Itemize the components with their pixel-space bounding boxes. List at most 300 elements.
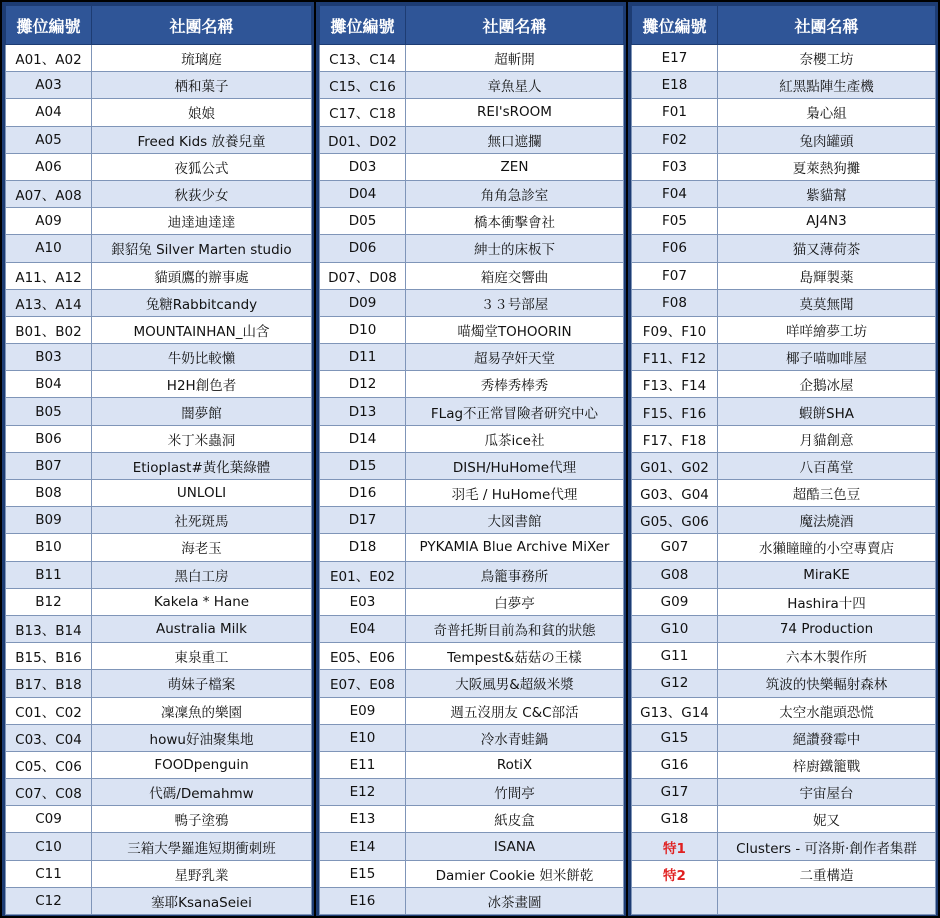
booth-number: E11: [320, 751, 406, 778]
booth-number: B10: [6, 534, 92, 561]
club-name: 竹間亭: [406, 779, 624, 806]
column-panel-1: [2, 2, 314, 916]
booth-number: F02: [632, 126, 718, 153]
table-row: [320, 289, 624, 316]
table-row: [320, 887, 624, 914]
booth-number: B04: [6, 371, 92, 398]
table-row: [632, 235, 936, 262]
booth-number: A07、A08: [6, 180, 92, 207]
club-name: 八百萬堂: [718, 452, 936, 479]
table-row: [320, 45, 624, 72]
booth-number: D07、D08: [320, 262, 406, 289]
club-name: 筑波的快樂輻射森林: [718, 670, 936, 697]
table-row: [632, 480, 936, 507]
table-row: [320, 507, 624, 534]
booth-table: [319, 5, 624, 915]
table-row: [632, 643, 936, 670]
table-row: [6, 615, 312, 642]
club-name: MiraKE: [718, 561, 936, 588]
booth-number: G07: [632, 534, 718, 561]
table-row: [320, 697, 624, 724]
booth-table: [5, 5, 312, 915]
booth-number: B12: [6, 588, 92, 615]
club-name: Kakela * Hane: [92, 588, 312, 615]
table-row: [6, 153, 312, 180]
club-name: 栖和菓子: [92, 72, 312, 99]
table-row: [320, 99, 624, 126]
booth-number: E12: [320, 779, 406, 806]
table-row: [320, 561, 624, 588]
club-name: 太空水龍頭恐慌: [718, 697, 936, 724]
table-row: [6, 670, 312, 697]
table-row: [6, 561, 312, 588]
club-name: 島輝製薬: [718, 262, 936, 289]
booth-number: B08: [6, 480, 92, 507]
booth-number: C05、C06: [6, 751, 92, 778]
club-name: 紳士的床板下: [406, 235, 624, 262]
table-row: [632, 697, 936, 724]
booth-number: E15: [320, 860, 406, 887]
booth-number: C17、C18: [320, 99, 406, 126]
club-name: ３３号部屋: [406, 289, 624, 316]
booth-number: E01、E02: [320, 561, 406, 588]
table-row: [632, 180, 936, 207]
booth-number: G08: [632, 561, 718, 588]
club-name: 大図書館: [406, 507, 624, 534]
booth-number: D05: [320, 208, 406, 235]
club-name: 梓廚鐵籠戰: [718, 751, 936, 778]
club-name: 娘娘: [92, 99, 312, 126]
club-name: 六本木製作所: [718, 643, 936, 670]
booth-number: F01: [632, 99, 718, 126]
club-name: 冰茶畫圖: [406, 887, 624, 914]
booth-number: C01、C02: [6, 697, 92, 724]
club-name: 代碼/Demahmw: [92, 779, 312, 806]
table-row: [6, 887, 312, 914]
booth-number: C13、C14: [320, 45, 406, 72]
table-row: [320, 316, 624, 343]
club-name: 紙皮盒: [406, 806, 624, 833]
table-row: [320, 588, 624, 615]
booth-number: 特1: [632, 833, 718, 860]
booth-number: A11、A12: [6, 262, 92, 289]
table-row: [6, 235, 312, 262]
table-row: [6, 833, 312, 860]
club-name: ISANA: [406, 833, 624, 860]
club-name: 猫又薄荷茶: [718, 235, 936, 262]
booth-number: C10: [6, 833, 92, 860]
club-name: 奈櫻工坊: [718, 45, 936, 72]
club-name: 週五沒朋友 C&C部活: [406, 697, 624, 724]
booth-number: D17: [320, 507, 406, 534]
table-row: [632, 153, 936, 180]
booth-number: C12: [6, 887, 92, 914]
booth-number: E17: [632, 45, 718, 72]
club-name: 無口遮攔: [406, 126, 624, 153]
table-row: [632, 751, 936, 778]
club-header: 社團名稱: [718, 6, 936, 45]
club-name: Etioplast#黃化葉綠體: [92, 452, 312, 479]
table-row: [6, 99, 312, 126]
booth-header: 攤位編號: [6, 6, 92, 45]
club-name: 章魚星人: [406, 72, 624, 99]
table-row: [6, 751, 312, 778]
table-row: [6, 452, 312, 479]
booth-number: F15、F16: [632, 398, 718, 425]
table-row: [632, 126, 936, 153]
booth-number: F11、F12: [632, 344, 718, 371]
club-name: 喵燭堂TOHOORIN: [406, 316, 624, 343]
table-row: [320, 643, 624, 670]
club-name: RotiX: [406, 751, 624, 778]
booth-number: G05、G06: [632, 507, 718, 534]
booth-number: C11: [6, 860, 92, 887]
booth-number: B09: [6, 507, 92, 534]
club-name: 塞耶KsanaSeiei: [92, 887, 312, 914]
booth-number: E04: [320, 615, 406, 642]
club-name: Damier Cookie 妲米餅乾: [406, 860, 624, 887]
club-name: 蝦餅SHA: [718, 398, 936, 425]
club-name: 海老玉: [92, 534, 312, 561]
table-row: [632, 344, 936, 371]
booth-number: G18: [632, 806, 718, 833]
booth-number: D18: [320, 534, 406, 561]
table-row: [6, 344, 312, 371]
table-row: [6, 289, 312, 316]
booth-number: F06: [632, 235, 718, 262]
club-name: AJ4N3: [718, 208, 936, 235]
club-name: MOUNTAINHAN_山含: [92, 316, 312, 343]
table-row: [632, 371, 936, 398]
table-row: [6, 208, 312, 235]
booth-number: D06: [320, 235, 406, 262]
booth-number: G17: [632, 779, 718, 806]
table-row: [6, 45, 312, 72]
table-row: [320, 779, 624, 806]
table-row: [320, 126, 624, 153]
column-panel-2: [316, 2, 626, 916]
table-row: [320, 425, 624, 452]
club-name: 梟心組: [718, 99, 936, 126]
club-name: howu好油聚集地: [92, 724, 312, 751]
club-name: 鴨子塗鴉: [92, 806, 312, 833]
booth-number: G16: [632, 751, 718, 778]
table-row: [632, 452, 936, 479]
table-row: [6, 779, 312, 806]
booth-number: 特2: [632, 860, 718, 887]
club-name: Tempest&菇菇の王樣: [406, 643, 624, 670]
table-row: [320, 344, 624, 371]
booth-number: C03、C04: [6, 724, 92, 751]
table-row: [6, 534, 312, 561]
booth-number: B03: [6, 344, 92, 371]
table-row: [320, 452, 624, 479]
club-name: 紫貓幫: [718, 180, 936, 207]
table-row: [6, 72, 312, 99]
booth-number: D09: [320, 289, 406, 316]
club-name: 鳥籠事務所: [406, 561, 624, 588]
table-row: [6, 262, 312, 289]
booth-number: B15、B16: [6, 643, 92, 670]
table-row: [320, 371, 624, 398]
booth-number: E09: [320, 697, 406, 724]
booth-number: G09: [632, 588, 718, 615]
booth-number: B17、B18: [6, 670, 92, 697]
booth-number: G13、G14: [632, 697, 718, 724]
booth-number: A05: [6, 126, 92, 153]
table-row: [320, 208, 624, 235]
booth-number: E07、E08: [320, 670, 406, 697]
club-name: PYKAMIA Blue Archive MiXer: [406, 534, 624, 561]
club-name: 月貓創意: [718, 425, 936, 452]
club-name: 迪達迪達達: [92, 208, 312, 235]
booth-number: A04: [6, 99, 92, 126]
club-name: 大阪風男&超級米漿: [406, 670, 624, 697]
booth-number: D12: [320, 371, 406, 398]
table-row: [320, 72, 624, 99]
table-row: [632, 724, 936, 751]
booth-number: D10: [320, 316, 406, 343]
club-name: 宇宙屋台: [718, 779, 936, 806]
booth-number: E18: [632, 72, 718, 99]
club-name: 白夢亭: [406, 588, 624, 615]
table-row: [320, 806, 624, 833]
club-name: 米丁米蟲洞: [92, 425, 312, 452]
table-row: [320, 615, 624, 642]
table-row: [320, 153, 624, 180]
booth-number: B07: [6, 452, 92, 479]
table-row: [320, 534, 624, 561]
table-row: [6, 371, 312, 398]
table-row: [632, 507, 936, 534]
booth-number: A06: [6, 153, 92, 180]
booth-number: D16: [320, 480, 406, 507]
booth-number: [632, 887, 718, 914]
club-name: 超斬開: [406, 45, 624, 72]
club-name: 箱庭交響曲: [406, 262, 624, 289]
club-name: 椰子喵咖啡屋: [718, 344, 936, 371]
table-row: [320, 398, 624, 425]
table-row: [632, 99, 936, 126]
table-row: [632, 887, 936, 914]
header-row: [6, 6, 312, 45]
table-row: [320, 833, 624, 860]
table-row: [320, 860, 624, 887]
booth-number: D01、D02: [320, 126, 406, 153]
club-name: UNLOLI: [92, 480, 312, 507]
table-row: [632, 262, 936, 289]
booth-number: B06: [6, 425, 92, 452]
booth-number: D15: [320, 452, 406, 479]
table-row: [632, 779, 936, 806]
table-row: [6, 724, 312, 751]
club-name: 羽毛 / HuHome代理: [406, 480, 624, 507]
table-row: [632, 398, 936, 425]
booth-number: F05: [632, 208, 718, 235]
booth-number: G03、G04: [632, 480, 718, 507]
club-name: 奇普托斯目前為和貧的狀態: [406, 615, 624, 642]
club-name: REI'sROOM: [406, 99, 624, 126]
booth-number: F17、F18: [632, 425, 718, 452]
booth-number: F03: [632, 153, 718, 180]
club-name: 闇夢館: [92, 398, 312, 425]
table-row: [6, 316, 312, 343]
club-name: 秀棒秀棒秀: [406, 371, 624, 398]
club-name: 貓頭鷹的辦事處: [92, 262, 312, 289]
club-name: Freed Kids 放養兒童: [92, 126, 312, 153]
club-name: 兔肉罐頭: [718, 126, 936, 153]
table-row: [6, 480, 312, 507]
table-row: [632, 45, 936, 72]
table-row: [320, 670, 624, 697]
table-row: [632, 534, 936, 561]
booth-number: E05、E06: [320, 643, 406, 670]
booth-header: 攤位編號: [320, 6, 406, 45]
club-name: 三箱大學羅進短期衝刺班: [92, 833, 312, 860]
table-row: [632, 670, 936, 697]
booth-number: E14: [320, 833, 406, 860]
table-row: [6, 697, 312, 724]
booth-number: D14: [320, 425, 406, 452]
table-row: [320, 751, 624, 778]
booth-number: G10: [632, 615, 718, 642]
table-row: [6, 507, 312, 534]
table-row: [6, 126, 312, 153]
booth-number: E13: [320, 806, 406, 833]
club-name: 夏萊熱狗攤: [718, 153, 936, 180]
table-row: [320, 724, 624, 751]
club-name: 兔糖Rabbitcandy: [92, 289, 312, 316]
club-name: 超易孕奸天堂: [406, 344, 624, 371]
club-name: FOODpenguin: [92, 751, 312, 778]
booth-number: D13: [320, 398, 406, 425]
booth-table: [631, 5, 936, 915]
table-row: [320, 262, 624, 289]
booth-number: A03: [6, 72, 92, 99]
club-name: 凜凜魚的樂園: [92, 697, 312, 724]
club-name: ZEN: [406, 153, 624, 180]
table-row: [6, 180, 312, 207]
booth-number: F04: [632, 180, 718, 207]
booth-number: D11: [320, 344, 406, 371]
club-name: 咩咩繪夢工坊: [718, 316, 936, 343]
table-row: [632, 561, 936, 588]
club-header: 社團名稱: [406, 6, 624, 45]
table-row: [632, 316, 936, 343]
table-row: [320, 180, 624, 207]
club-name: 星野乳業: [92, 860, 312, 887]
table-row: [320, 480, 624, 507]
table-row: [632, 833, 936, 860]
club-name: 角角急診室: [406, 180, 624, 207]
club-name: 紅黑點陣生產機: [718, 72, 936, 99]
table-row: [632, 615, 936, 642]
table-row: [632, 588, 936, 615]
club-name: 魔法燒酒: [718, 507, 936, 534]
header-row: [632, 6, 936, 45]
club-name: 銀貂兔 Silver Marten studio: [92, 235, 312, 262]
booth-number: C09: [6, 806, 92, 833]
booth-number: A01、A02: [6, 45, 92, 72]
table-row: [632, 208, 936, 235]
club-name: 企鵝冰屋: [718, 371, 936, 398]
club-name: 萌妹子檔案: [92, 670, 312, 697]
booth-number: G11: [632, 643, 718, 670]
club-name: [718, 887, 936, 914]
table-row: [6, 860, 312, 887]
booth-number: E10: [320, 724, 406, 751]
booth-number: B05: [6, 398, 92, 425]
table-row: [632, 806, 936, 833]
table-row: [320, 235, 624, 262]
club-name: DISH/HuHome代理: [406, 452, 624, 479]
booth-number: C15、C16: [320, 72, 406, 99]
booth-number: B01、B02: [6, 316, 92, 343]
club-name: 二重構造: [718, 860, 936, 887]
booth-number: F09、F10: [632, 316, 718, 343]
club-name: 超酷三色豆: [718, 480, 936, 507]
booth-number: C07、C08: [6, 779, 92, 806]
club-name: 秋荻少女: [92, 180, 312, 207]
booth-number: G12: [632, 670, 718, 697]
booth-number: F13、F14: [632, 371, 718, 398]
club-header: 社團名稱: [92, 6, 312, 45]
club-name: 瓜茶ice社: [406, 425, 624, 452]
table-row: [6, 806, 312, 833]
table-row: [6, 588, 312, 615]
club-name: 琉璃庭: [92, 45, 312, 72]
header-row: [320, 6, 624, 45]
club-name: 水獺瞳瞳的小空專賣店: [718, 534, 936, 561]
booth-header: 攤位編號: [632, 6, 718, 45]
club-name: H2H創色者: [92, 371, 312, 398]
booth-number: G01、G02: [632, 452, 718, 479]
booth-number: A09: [6, 208, 92, 235]
booth-number: E16: [320, 887, 406, 914]
club-name: Hashira十四: [718, 588, 936, 615]
club-name: 74 Production: [718, 615, 936, 642]
booth-number: B13、B14: [6, 615, 92, 642]
club-name: 橋本衝擊會社: [406, 208, 624, 235]
booth-number: A13、A14: [6, 289, 92, 316]
booth-number: E03: [320, 588, 406, 615]
table-row: [632, 860, 936, 887]
booth-number: D03: [320, 153, 406, 180]
club-name: 社死斑馬: [92, 507, 312, 534]
column-panel-3: [628, 2, 938, 916]
club-name: 莫莫無聞: [718, 289, 936, 316]
club-name: Clusters - 可洛斯·創作者集群: [718, 833, 936, 860]
club-name: 絕讚發霉中: [718, 724, 936, 751]
table-row: [6, 398, 312, 425]
club-name: 牛奶比較懶: [92, 344, 312, 371]
club-name: 黑白工房: [92, 561, 312, 588]
booth-number: D04: [320, 180, 406, 207]
club-name: 冷水青蛙鍋: [406, 724, 624, 751]
club-name: FLag不正常冒險者研究中心: [406, 398, 624, 425]
booth-number: G15: [632, 724, 718, 751]
booth-number: F07: [632, 262, 718, 289]
table-row: [632, 425, 936, 452]
club-name: 東泉重工: [92, 643, 312, 670]
club-name: Australia Milk: [92, 615, 312, 642]
club-name: 妮又: [718, 806, 936, 833]
booth-number: B11: [6, 561, 92, 588]
table-row: [6, 425, 312, 452]
table-row: [6, 643, 312, 670]
booth-number: A10: [6, 235, 92, 262]
club-name: 夜狐公式: [92, 153, 312, 180]
